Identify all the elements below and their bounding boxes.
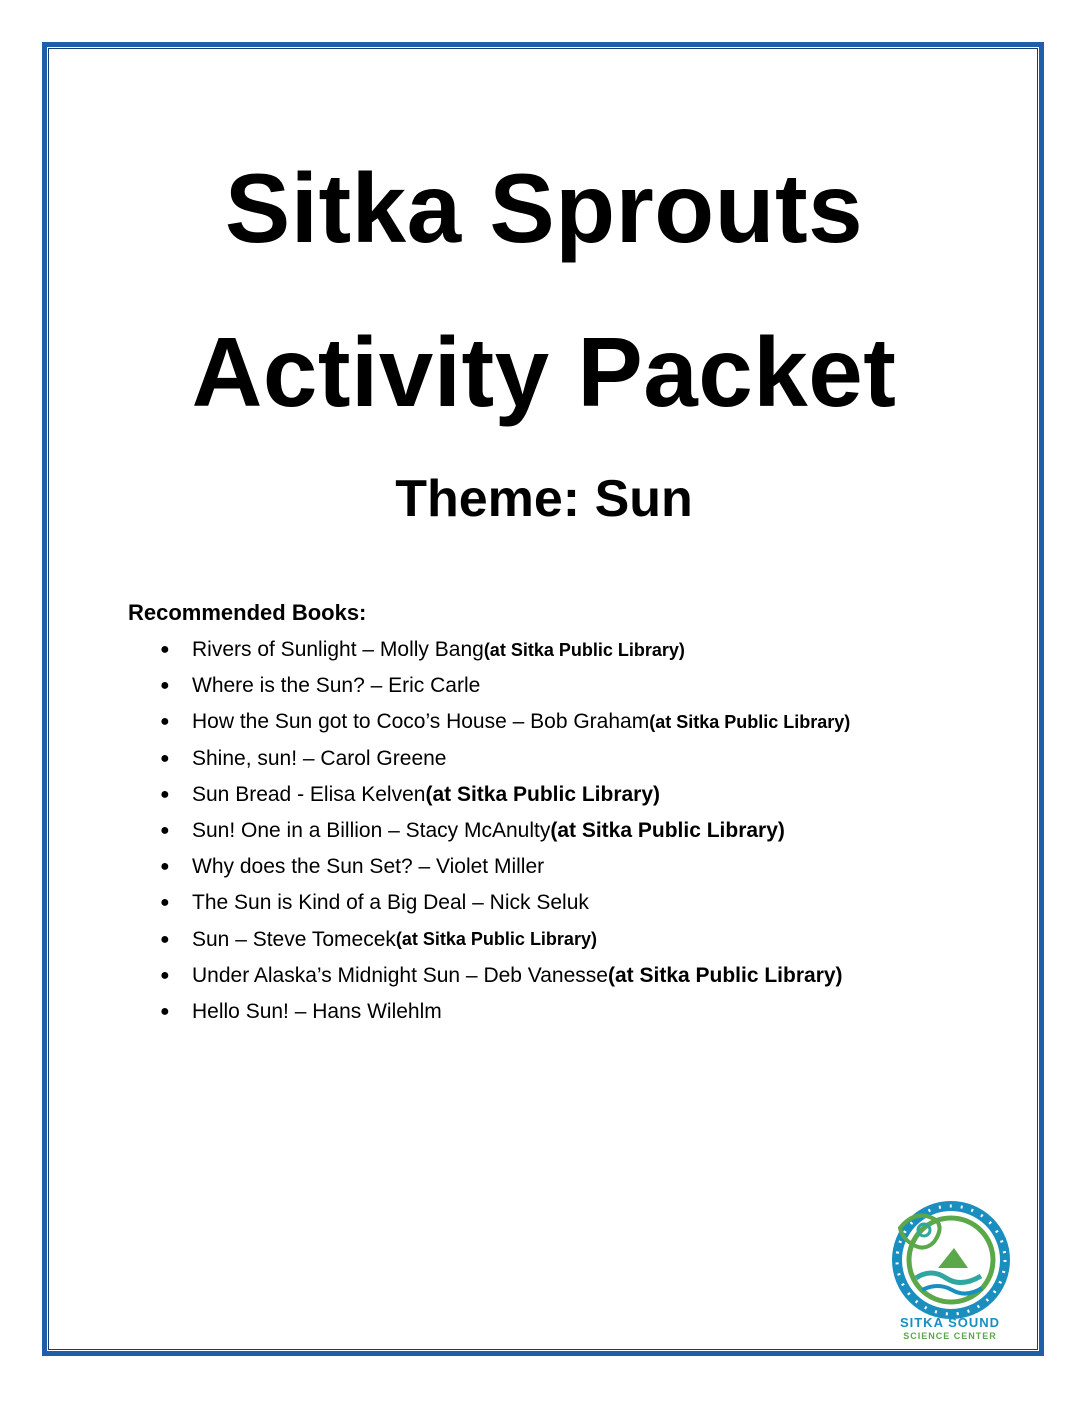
book-title-author: How the Sun got to Coco’s House – Bob Graham [192, 710, 650, 734]
book-list-item [160, 994, 850, 1030]
book-title-author: The Sun is Kind of a Big Deal – Nick Seluk [192, 891, 589, 915]
book-title-author: Sun! One in a Billion – Stacy McAnulty [192, 819, 551, 843]
bullet-icon: ● [160, 749, 170, 767]
book-title-author: Shine, sun! – Carol Greene [192, 746, 447, 770]
bullet-icon: ● [160, 822, 170, 840]
book-title-author: Why does the Sun Set? – Violet Miller [192, 855, 545, 879]
book-title-author: Where is the Sun? – Eric Carle [192, 674, 481, 698]
book-list [160, 632, 850, 1030]
logo-text-science-center: SCIENCE CENTER [903, 1331, 997, 1341]
page-title-line-2: Activity Packet [191, 317, 897, 427]
bullet-icon: ● [160, 785, 170, 803]
library-availability-note: (at Sitka Public Library) [395, 929, 597, 950]
library-availability-note: (at Sitka Public Library) [649, 711, 851, 732]
book-title-author: Sun – Steve Tomecek [192, 927, 396, 951]
bullet-icon: ● [160, 930, 170, 948]
book-title-author: Rivers of Sunlight – Molly Bang [192, 638, 484, 662]
book-list-item [160, 777, 850, 813]
book-title-author: Under Alaska’s Midnight Sun – Deb Vanesse [192, 963, 608, 987]
book-list-item [160, 922, 850, 958]
library-availability-note: (at Sitka Public Library) [425, 782, 661, 806]
bullet-icon: ● [160, 858, 170, 876]
library-availability-note: (at Sitka Public Library) [607, 963, 843, 987]
book-list-item [160, 958, 850, 994]
theme-subtitle: Theme: Sun [395, 470, 693, 528]
book-list-item [160, 849, 850, 885]
logo-text-sitka-sound: SITKA SOUND [899, 1315, 1001, 1330]
book-list-item [160, 668, 850, 704]
bullet-icon: ● [160, 641, 170, 659]
book-list-item [160, 741, 850, 777]
book-title-author: Hello Sun! – Hans Wilehlm [192, 999, 442, 1023]
book-list-item [160, 632, 850, 668]
library-availability-note: (at Sitka Public Library) [483, 639, 685, 660]
bullet-icon: ● [160, 966, 170, 984]
page-title-line-1: Sitka Sprouts [224, 153, 864, 263]
bullet-icon: ● [160, 894, 170, 912]
book-list-item [160, 813, 850, 849]
bullet-icon: ● [160, 677, 170, 695]
recommended-books-heading: Recommended Books: [128, 600, 367, 625]
book-list-item [160, 885, 850, 921]
book-list-item [160, 704, 850, 740]
bullet-icon: ● [160, 713, 170, 731]
library-availability-note: (at Sitka Public Library) [550, 819, 785, 843]
bullet-icon: ● [160, 1002, 170, 1020]
book-title-author: Sun Bread - Elisa Kelven [192, 782, 426, 806]
